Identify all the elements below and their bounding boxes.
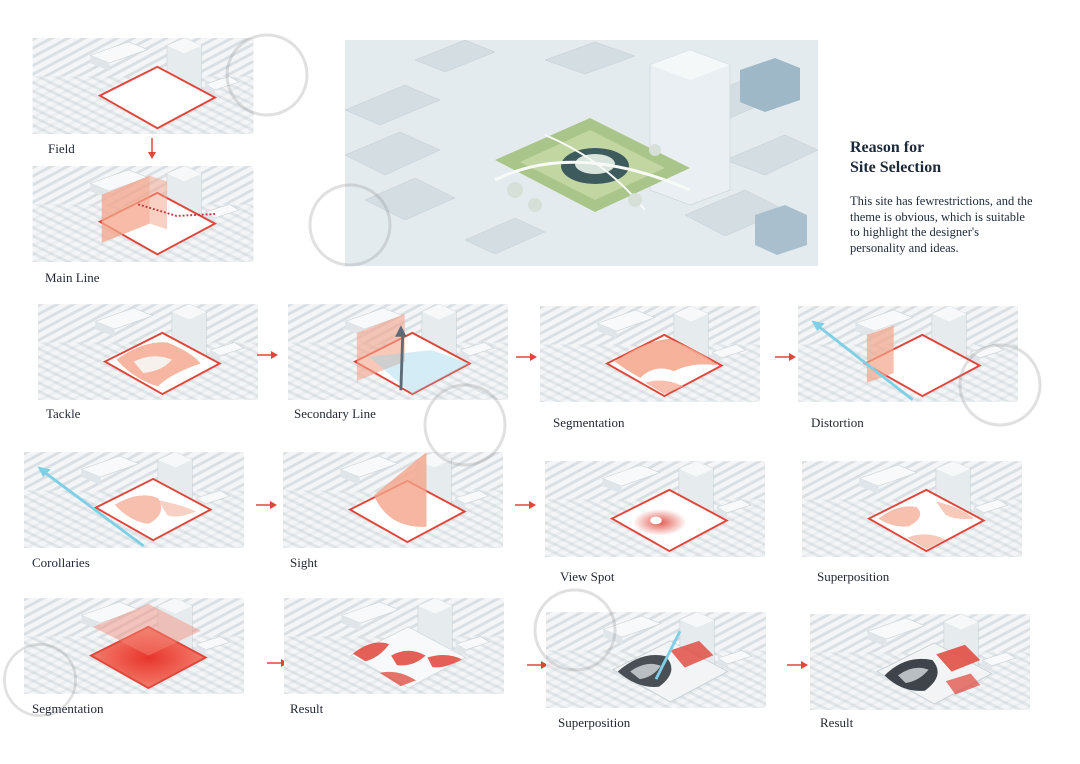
step-label-main-line: Main Line: [45, 270, 100, 285]
step-label-sight: Sight: [290, 555, 318, 570]
diagram-superposition-2: [546, 610, 766, 710]
diagram-segmentation: [540, 304, 760, 404]
diagram-main-line: [32, 166, 254, 262]
diagram-result-2: [810, 612, 1030, 712]
diagram-field: [32, 38, 254, 134]
arrow-down-icon: [146, 138, 158, 160]
diagram-corollaries: [24, 450, 244, 550]
diagram-result: [284, 596, 504, 696]
site-render-image: [345, 40, 818, 266]
arrow-right-icon: [516, 352, 538, 362]
arrow-right-icon: [775, 352, 797, 362]
reason-body: This site has fewrestrictions, and the theme is obvious, which is suitable to highlight the designer's personality and ideas.: [850, 194, 1033, 255]
diagram-distortion: [798, 304, 1018, 404]
arrow-right-icon: [787, 660, 809, 670]
diagram-segmentation-2: [24, 596, 244, 696]
diagram-tackle: [38, 304, 258, 400]
step-label-secondary-line: Secondary Line: [294, 406, 376, 421]
step-label-corollaries: Corollaries: [32, 555, 90, 570]
diagram-superposition: [802, 460, 1022, 558]
step-label-field: Field: [48, 141, 75, 156]
reason-title-line1: Reason for: [850, 139, 925, 156]
step-label-result: Result: [290, 701, 324, 716]
step-label-superposition: Superposition: [817, 569, 890, 584]
reason-title: [850, 138, 1050, 178]
diagram-sight: [283, 450, 503, 550]
diagram-view-spot: [545, 460, 765, 558]
arrow-right-icon: [257, 350, 279, 360]
step-label-view-spot: View Spot: [560, 569, 615, 584]
step-label-distortion: Distortion: [811, 415, 864, 430]
step-label-segmentation-2: Segmentation: [32, 701, 104, 716]
step-label-tackle: Tackle: [46, 406, 81, 421]
arrow-right-icon: [515, 500, 537, 510]
step-label-segmentation: Segmentation: [553, 415, 625, 430]
arrow-right-icon: [256, 500, 278, 510]
step-label-superposition-2: Superposition: [558, 715, 631, 730]
reason-title-line2: Site Selection: [850, 159, 942, 176]
diagram-secondary-line: [288, 304, 508, 400]
step-label-result-2: Result: [820, 715, 854, 730]
